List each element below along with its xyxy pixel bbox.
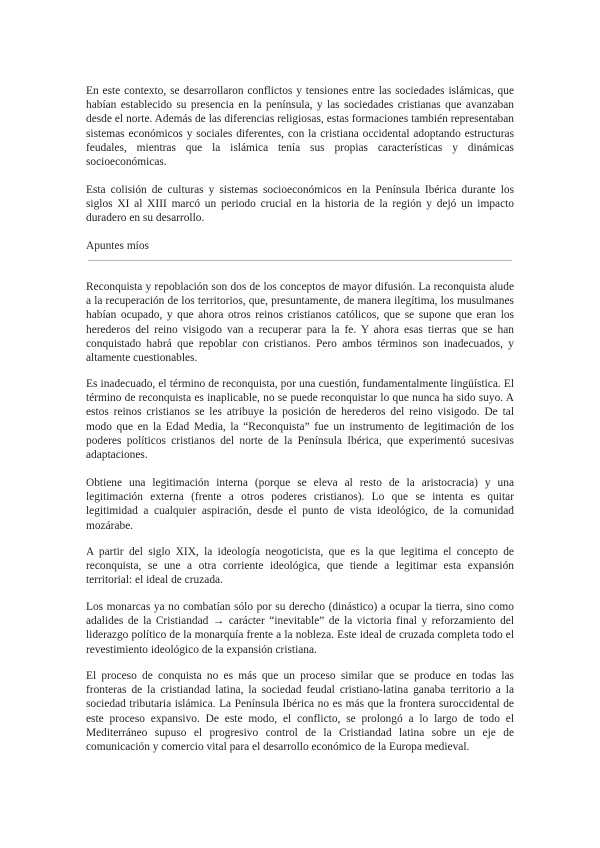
paragraph-neogoticism: A partir del siglo XIX, la ideología neogoticista, que es la que legitima el concepto de reconquista, se une a otra corriente ideológica, que tiende a legitimar esta expansión territorial: el ideal de cruzada. — [86, 546, 514, 587]
notes-heading: Apuntes míos — [86, 240, 149, 252]
paragraph-reconquista-definition: Reconquista y repoblación son dos de los conceptos de mayor difusión. La reconquista alude a la recuperación de los territorios, que, presuntamente, de manera ilegítima, los musulmanes habían ocupado, y que ahora otros reinos cristianos católicos, que se supone que eran los herederos del reino visigodo van a recuperar para la fe. Y ahora esas tierras que se han conquistado habrá que repoblar con cristianos. Pero ambos términos son inadecuados, y altamente cuestionables. — [86, 281, 514, 365]
paragraph-frontier-process: El proceso de conquista no es más que un proceso similar que se produce en todas las fronteras de la cristiandad latina, la sociedad feudal cristiano-latina ganaba territorio a la sociedad tributaria islámica. La Península Ibérica no es más que la frontera suroccidental de este proceso expansivo. De este modo, el conflicto, se prolongó a lo largo de todo el Mediterráneo supuso el progresivo control de la Cristiandad latina sobre un eje de comunicación y comercio vital para el desarrollo económico de la Europa medieval. — [86, 670, 514, 754]
paragraph-legitimation: Obtiene una legitimación interna (porque se eleva al resto de la aristocracia) y una legitimación externa (frente a otros poderes cristianos). Lo que se intenta es quitar legitimidad a cualquier aspiración, desde el punto de vista ideológico, de la comunidad mozárabe. — [86, 477, 514, 532]
paragraph-collision: Esta colisión de culturas y sistemas socioeconómicos en la Península Ibérica durante los siglos XI al XIII marcó un periodo crucial en la historia de la región y dejó un impacto duradero en su desarrollo. — [86, 184, 514, 225]
paragraph-crusade-ideal: Los monarcas ya no combatían sólo por su derecho (dinástico) a ocupar la tierra, sino como adalides de la Cristiandad → carácter “inevitable” de la victoria final y reforzamiento del liderazgo político de la monarquía frente a la nobleza. Este ideal de cruzada completa todo el revestimiento ideológico de la expansión cristiana. — [86, 601, 514, 656]
paragraph-conflicts: En este contexto, se desarrollaron conflictos y tensiones entre las sociedades islámicas, que habían establecido su presencia en la península, y las sociedades cristianas que avanzaban desde el norte. Además de las diferencias religiosas, estas formaciones también representaban sistemas económicos y sociales diferentes, con la cristiana occidental adoptando estructuras feudales, mientras que la islámica tenía sus propias características y dinámicas socioeconómicas. — [86, 85, 514, 169]
heading-divider — [88, 260, 512, 261]
paragraph-inadequate-term: Es inadecuado, el término de reconquista, por una cuestión, fundamentalmente lingüística. El término de reconquista es inaplicable, no se puede reconquistar lo que nunca ha sido suyo. A estos reinos cristianos se les atribuye la posición de herederos del reino visigodo. De tal modo que en la Edad Media, la “Reconquista” fue un instrumento de legitimación de los poderes políticos cristianos del norte de la Península Ibérica, que experimentó sucesivas adaptaciones. — [86, 378, 514, 462]
